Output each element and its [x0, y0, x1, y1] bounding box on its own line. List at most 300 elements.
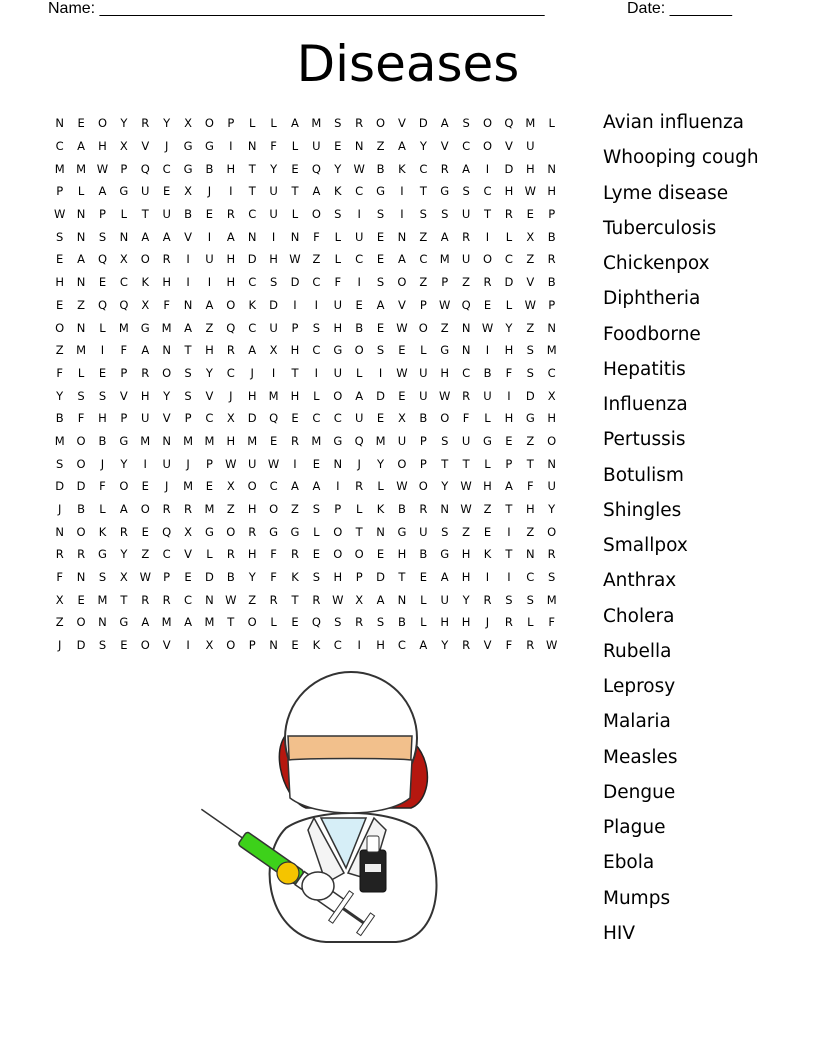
grid-letter: O [226, 638, 236, 653]
grid-letter: X [398, 411, 406, 426]
grid-row [49, 407, 562, 430]
grid-letter: O [333, 524, 343, 539]
grid-letter: A [98, 184, 107, 199]
grid-letter: Z [526, 320, 535, 335]
grid-letter: T [505, 502, 513, 517]
grid-letter: E [291, 411, 299, 426]
grid-letter: F [526, 479, 534, 494]
grid-letter: Z [483, 502, 492, 517]
grid-letter: T [462, 456, 470, 471]
word-list-item: Tuberculosis [603, 217, 717, 239]
grid-letter: A [376, 297, 385, 312]
grid-letter: L [484, 411, 491, 426]
grid-letter: O [55, 320, 65, 335]
grid-letter: O [418, 320, 428, 335]
page-title: Diseases [296, 35, 520, 93]
grid-row [49, 475, 562, 498]
grid-letter: O [482, 139, 493, 154]
grid-letter: F [270, 547, 277, 562]
grid-letter: H [205, 343, 214, 358]
grid-letter: U [141, 411, 150, 426]
grid-letter: O [354, 343, 364, 358]
grid-letter: E [120, 638, 128, 653]
grid-letter: E [376, 229, 385, 244]
grid-letter: L [377, 479, 384, 494]
grid-letter: Y [270, 161, 278, 176]
grid-letter: I [400, 207, 404, 222]
grid-letter: T [483, 207, 492, 222]
grid-letter: V [526, 275, 535, 290]
word-list-item: Plague [603, 817, 666, 838]
grid-letter: T [505, 547, 513, 562]
word-list-item: Anthrax [603, 570, 677, 592]
grid-letter: U [333, 365, 342, 380]
grid-letter: M [268, 388, 279, 403]
grid-letter: S [441, 524, 449, 539]
grid-letter: S [56, 456, 64, 471]
grid-letter: N [547, 320, 556, 335]
grid-letter: A [312, 479, 321, 494]
grid-letter: C [205, 411, 214, 426]
grid-letter: A [398, 139, 406, 154]
grid-letter: H [226, 161, 236, 176]
grid-letter: U [269, 207, 278, 222]
word-list-item: Pertussis [603, 429, 686, 451]
grid-letter: S [98, 388, 107, 403]
grid-letter: G [483, 433, 492, 448]
grid-letter: Y [334, 161, 342, 176]
grid-letter: S [376, 207, 385, 222]
grid-letter: M [76, 343, 87, 358]
grid-letter: R [312, 592, 321, 607]
grid-letter: E [205, 479, 214, 494]
word-list-item: Shingles [603, 499, 682, 521]
grid-letter: R [141, 592, 150, 607]
grid-letter: R [419, 502, 428, 517]
grid-letter: O [226, 524, 236, 539]
grid-row [49, 203, 562, 226]
grid-letter: I [271, 229, 276, 244]
grid-letter: M [118, 320, 129, 335]
grid-letter: G [333, 343, 343, 358]
grid-letter: H [269, 252, 278, 267]
grid-letter: N [269, 638, 278, 653]
grid-letter: I [271, 365, 276, 380]
grid-letter: O [119, 479, 129, 494]
grid-letter: F [163, 297, 170, 312]
grid-letter: E [505, 433, 513, 448]
grid-letter: H [525, 161, 535, 176]
grid-letter: J [357, 456, 361, 471]
grid-letter: I [229, 139, 233, 154]
grid-letter: B [55, 411, 64, 426]
grid-letter: A [376, 592, 385, 607]
grid-letter: H [247, 388, 257, 403]
grid-letter: O [311, 207, 321, 222]
grid-letter: B [77, 502, 86, 517]
grid-letter: R [526, 638, 535, 653]
grid-letter: L [420, 343, 427, 358]
grid-letter: P [120, 365, 128, 380]
grid-letter: W [396, 479, 408, 494]
grid-letter: A [141, 615, 150, 630]
grid-letter: S [184, 388, 192, 403]
grid-letter: L [77, 365, 85, 380]
grid-letter: I [229, 184, 233, 199]
grid-letter: I [485, 229, 490, 244]
grid-letter: Z [312, 252, 321, 267]
grid-letter: L [505, 229, 513, 244]
grid-letter: Y [120, 116, 128, 131]
grid-letter: G [376, 184, 386, 199]
grid-letter: W [545, 638, 558, 653]
grid-letter: X [119, 252, 128, 267]
grid-letter: T [184, 343, 192, 358]
grid-letter: H [290, 343, 300, 358]
grid-letter: S [334, 615, 342, 630]
grid-letter: P [441, 275, 449, 290]
hazard-icon [277, 862, 299, 884]
word-list-item: Foodborne [603, 323, 701, 345]
grid-letter: L [505, 297, 513, 312]
grid-letter: R [355, 479, 364, 494]
grid-letter: N [547, 161, 556, 176]
word-list-item: Measles [603, 746, 678, 768]
grid-letter: I [357, 207, 361, 222]
grid-letter: A [440, 570, 449, 585]
grid-letter: V [398, 297, 406, 312]
grid-letter: M [161, 615, 172, 630]
grid-letter: S [548, 570, 556, 585]
grid-letter: O [482, 116, 493, 131]
grid-letter: S [312, 320, 321, 335]
grid-letter: A [504, 479, 513, 494]
grid-letter: T [291, 592, 299, 607]
grid-letter: P [334, 502, 342, 517]
grid-letter: R [77, 547, 86, 562]
grid-letter: F [505, 638, 513, 653]
grid-letter: P [419, 456, 427, 471]
grid-letter: J [164, 139, 169, 154]
grid-letter: Y [462, 592, 470, 607]
grid-letter: H [98, 411, 107, 426]
grid-letter: O [76, 433, 86, 448]
grid-letter: R [504, 207, 513, 222]
grid-letter: Z [440, 320, 449, 335]
grid-letter: Z [526, 433, 535, 448]
grid-letter: G [269, 524, 279, 539]
grid-letter: J [100, 456, 105, 471]
grid-letter: M [546, 343, 557, 358]
grid-letter: S [376, 615, 385, 630]
grid-letter: D [504, 161, 514, 176]
grid-row [49, 180, 562, 203]
grid-letter: L [270, 116, 277, 131]
grid-letter: N [76, 570, 86, 585]
word-list-item: Rubella [603, 640, 672, 662]
grid-letter: C [269, 479, 278, 494]
grid-letter: O [140, 252, 150, 267]
grid-letter: L [355, 365, 363, 380]
grid-letter: C [419, 161, 428, 176]
grid-letter: C [355, 184, 364, 199]
grid-letter: E [205, 207, 214, 222]
grid-letter: B [376, 161, 385, 176]
grid-letter: N [183, 297, 193, 312]
grid-letter: W [439, 388, 451, 403]
word-list-item: Hepatitis [603, 358, 686, 380]
grid-letter: H [140, 388, 150, 403]
grid-letter: R [290, 547, 299, 562]
grid-letter: R [248, 524, 257, 539]
grid-letter: U [419, 365, 428, 380]
grid-letter: N [461, 320, 471, 335]
grid-letter: I [186, 252, 190, 267]
grid-letter: D [290, 275, 300, 290]
grid-letter: N [547, 456, 556, 471]
grid-letter: Z [462, 275, 471, 290]
grid-letter: Y [505, 320, 513, 335]
grid-letter: J [485, 615, 490, 630]
grid-letter: W [460, 502, 472, 517]
word-list-item: Whooping cough [603, 147, 759, 169]
grid-letter: F [120, 343, 128, 358]
grid-letter: H [504, 343, 514, 358]
grid-letter: Q [162, 524, 172, 539]
grid-letter: E [334, 139, 342, 154]
grid-letter: D [525, 388, 535, 403]
grid-letter: A [226, 229, 235, 244]
grid-letter: H [162, 275, 171, 290]
grid-letter: R [226, 207, 235, 222]
grid-letter: S [526, 592, 534, 607]
grid-letter: S [441, 433, 449, 448]
grid-letter: J [229, 388, 233, 403]
grid-letter: V [205, 388, 214, 403]
grid-letter: O [76, 615, 86, 630]
grid-letter: Q [97, 297, 107, 312]
grid-letter: R [462, 388, 471, 403]
grid-letter: U [419, 388, 428, 403]
grid-letter: E [419, 570, 427, 585]
grid-letter: V [162, 411, 171, 426]
grid-letter: R [462, 229, 471, 244]
grid-letter: P [505, 456, 513, 471]
date-blank[interactable]: _______ [669, 0, 732, 17]
grid-letter: U [461, 207, 471, 222]
grid-letter: E [184, 570, 192, 585]
grid-letter: V [184, 547, 192, 562]
grid-letter: N [205, 592, 214, 607]
grid-letter: I [357, 638, 361, 653]
grid-letter: Q [311, 615, 321, 630]
grid-letter: I [485, 343, 490, 358]
grid-letter: O [354, 547, 364, 562]
grid-row [49, 225, 562, 248]
grid-row [49, 294, 562, 317]
grid-letter: H [504, 411, 514, 426]
name-field [48, 0, 545, 18]
grid-letter: D [76, 638, 86, 653]
grid-letter: R [547, 252, 556, 267]
grid-letter: Q [461, 297, 471, 312]
grid-letter: B [226, 570, 235, 585]
grid-letter: D [269, 297, 279, 312]
grid-letter: P [248, 638, 256, 653]
grid-letter: J [207, 184, 212, 199]
grid-letter: P [227, 116, 235, 131]
name-blank[interactable]: __________________________________________________ [99, 0, 545, 17]
grid-letter: M [54, 433, 65, 448]
grid-letter: E [355, 297, 363, 312]
grid-row [49, 498, 562, 521]
word-list-item: Diphtheria [603, 288, 701, 310]
grid-letter: M [54, 161, 65, 176]
grid-letter: H [247, 547, 257, 562]
grid-letter: J [57, 502, 62, 517]
grid-row [49, 135, 562, 158]
grid-letter: Y [163, 116, 171, 131]
doctor-with-syringe-illustration [196, 668, 446, 950]
grid-letter: P [355, 570, 363, 585]
grid-letter: M [161, 320, 172, 335]
grid-letter: G [119, 615, 129, 630]
grid-letter: I [400, 184, 404, 199]
grid-letter: U [354, 411, 364, 426]
grid-letter: A [184, 320, 192, 335]
grid-letter: I [507, 524, 511, 539]
grid-letter: R [547, 547, 556, 562]
grid-letter: N [333, 456, 343, 471]
grid-letter: R [504, 615, 513, 630]
grid-letter: X [355, 592, 364, 607]
grid-letter: H [504, 184, 514, 199]
grid-letter: P [419, 297, 427, 312]
grid-letter: T [248, 161, 256, 176]
grid-letter: X [55, 592, 64, 607]
word-list-item: Cholera [603, 605, 675, 627]
grid-letter: H [226, 275, 236, 290]
grid-letter: X [269, 343, 278, 358]
grid-row [49, 112, 562, 135]
grid-letter: K [291, 570, 299, 585]
date-label: Date: [627, 0, 666, 17]
grid-letter: B [419, 411, 428, 426]
grid-letter: R [483, 592, 492, 607]
grid-letter: T [291, 184, 299, 199]
grid-letter: W [396, 320, 408, 335]
grid-letter: E [269, 433, 278, 448]
grid-letter: O [547, 433, 557, 448]
grid-letter: W [96, 161, 109, 176]
grid-letter: W [524, 184, 536, 199]
grid-letter: Y [163, 388, 171, 403]
grid-letter: O [140, 502, 150, 517]
grid-letter: N [76, 229, 86, 244]
grid-letter: Z [376, 139, 385, 154]
grid-letter: E [483, 524, 492, 539]
grid-letter: N [76, 320, 86, 335]
grid-letter: B [398, 502, 406, 517]
grid-letter: G [525, 411, 535, 426]
grid-letter: S [77, 388, 85, 403]
grid-letter: D [205, 570, 214, 585]
grid-letter: J [57, 638, 62, 653]
grid-letter: X [526, 229, 535, 244]
grid-letter: Q [269, 411, 279, 426]
word-list-item: Chickenpox [603, 253, 710, 274]
grid-letter: A [184, 615, 192, 630]
grid-letter: L [270, 615, 277, 630]
grid-letter: P [120, 411, 128, 426]
grid-letter: L [527, 615, 534, 630]
grid-letter: X [226, 479, 235, 494]
grid-letter: U [483, 388, 492, 403]
word-list-item: Leprosy [603, 676, 676, 697]
grid-letter: M [97, 592, 108, 607]
grid-letter: O [226, 297, 236, 312]
grid-row [49, 248, 562, 271]
grid-letter: Z [55, 343, 64, 358]
grid-letter: O [76, 456, 86, 471]
grid-letter: H [376, 638, 385, 653]
grid-letter: A [440, 229, 449, 244]
grid-letter: D [76, 479, 86, 494]
grid-letter: B [547, 275, 556, 290]
grid-row [49, 634, 562, 657]
grid-letter: N [76, 207, 86, 222]
grid-letter: R [440, 161, 449, 176]
grid-letter: L [291, 207, 299, 222]
grid-letter: N [397, 229, 407, 244]
grid-letter: K [98, 524, 107, 539]
grid-letter: L [355, 502, 363, 517]
grid-letter: U [333, 297, 342, 312]
grid-letter: D [55, 479, 65, 494]
grid-letter: G [140, 320, 150, 335]
grid-letter: C [248, 275, 257, 290]
grid-letter: G [333, 433, 343, 448]
grid-letter: Z [526, 252, 535, 267]
grid-letter: I [207, 229, 212, 244]
grid-letter: K [248, 297, 256, 312]
grid-letter: P [163, 570, 171, 585]
grid-letter: I [485, 161, 490, 176]
grid-letter: L [313, 524, 320, 539]
grid-letter: U [312, 139, 321, 154]
grid-letter: C [355, 252, 364, 267]
grid-letter: U [162, 456, 171, 471]
grid-letter: H [98, 139, 107, 154]
grid-letter: H [440, 365, 450, 380]
grid-letter: P [291, 320, 299, 335]
grid-row [49, 566, 562, 589]
grid-letter: B [419, 547, 428, 562]
grid-letter: F [548, 615, 555, 630]
grid-letter: Z [419, 229, 428, 244]
grid-letter: G [440, 343, 450, 358]
grid-letter: W [353, 161, 365, 176]
grid-letter: A [291, 116, 299, 131]
grid-letter: R [269, 592, 278, 607]
grid-letter: H [226, 433, 236, 448]
grid-letter: A [355, 388, 364, 403]
grid-letter: U [205, 252, 214, 267]
word-list-item: Smallpox [603, 535, 688, 556]
grid-letter: Z [226, 502, 235, 517]
grid-letter: A [398, 252, 406, 267]
grid-letter: Y [441, 479, 449, 494]
